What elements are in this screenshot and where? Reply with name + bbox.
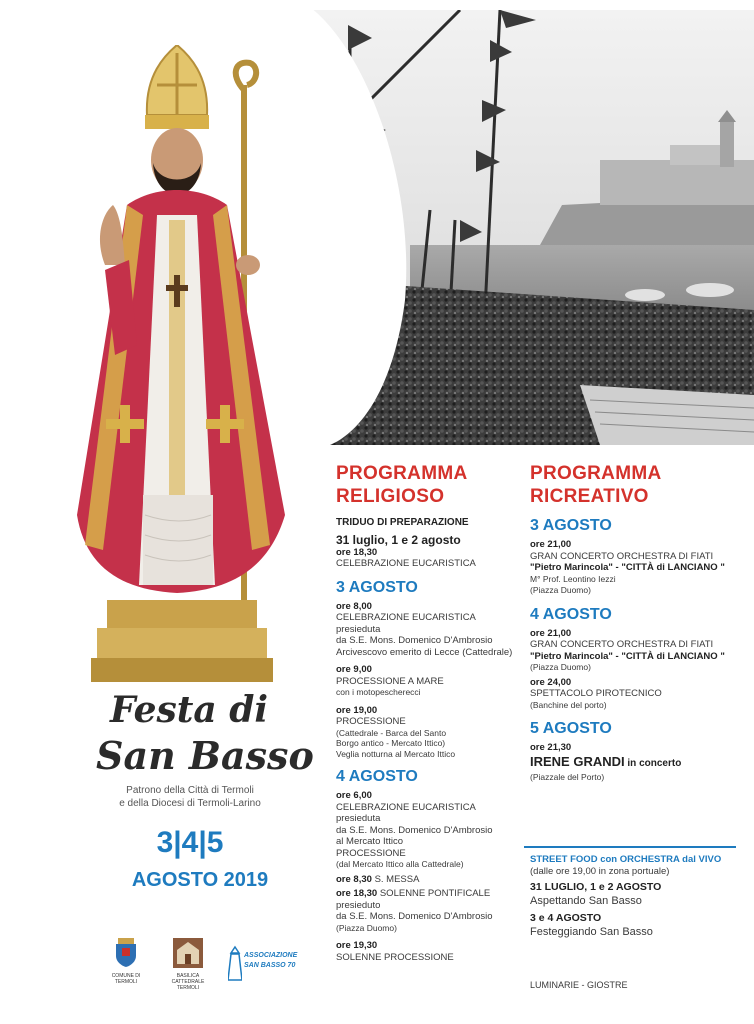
- triduo-dates: 31 luglio, 1 e 2 agosto: [336, 532, 461, 547]
- religioso-4-agosto-date: 4 AGOSTO: [336, 768, 418, 785]
- ricreativo-5-agosto-date: 5 AGOSTO: [530, 720, 612, 737]
- r3-e1-l3: da S.E. Mons. Domenico D'Ambrosio: [336, 635, 493, 646]
- associazione-label-2: SAN BASSO 70: [244, 962, 296, 969]
- r4-e1-l1: CELEBRAZIONE EUCARISTICA: [336, 801, 476, 813]
- associazione-saint-icon: [228, 945, 242, 981]
- r3-e3-l1: PROCESSIONE: [336, 716, 406, 727]
- triduo-label: TRIDUO DI PREPARAZIONE: [336, 517, 469, 528]
- r3-e1-l1: CELEBRAZIONE EUCARISTICA: [336, 612, 476, 623]
- r4-e3-l3: da S.E. Mons. Domenico D'Ambrosio: [336, 911, 493, 922]
- r4-time-3: ore 18,30: [336, 888, 378, 899]
- c5-artist-suffix: in concerto: [624, 757, 682, 769]
- r4-e1-l3: da S.E. Mons. Domenico D'Ambrosio: [336, 824, 493, 836]
- street-food-d2: 3 e 4 AGOSTO: [530, 912, 602, 924]
- ricreativo-4-agosto-date: 4 AGOSTO: [530, 605, 612, 623]
- saint-basso-statue: [65, 45, 325, 685]
- r3-e1-l4: Arcivescovo emerito di Lecce (Cattedrale): [336, 646, 513, 658]
- street-food-d1: 31 LUGLIO, 1 e 2 AGOSTO: [530, 881, 662, 893]
- r4-e3-l1: SOLENNE PONTIFICALE: [379, 888, 491, 899]
- c4-l3: (Piazza Duomo): [530, 662, 591, 672]
- r3-time-2: ore 9,00: [336, 664, 372, 675]
- triduo-time: ore 18,30: [336, 546, 378, 558]
- c3-l2: "Pietro Marincola" - "CITTÀ di LANCIANO ": [530, 562, 725, 573]
- ricreativo-heading-2: RICREATIVO: [530, 486, 649, 507]
- r4-e1-l6: (dal Mercato Ittico alla Cattedrale): [336, 859, 464, 869]
- subtitle-line-2: e della Diocesi di Termoli-Larino: [119, 798, 261, 809]
- r4-e1-l5: PROCESSIONE: [336, 847, 406, 859]
- religioso-3-agosto-date: 3 AGOSTO: [336, 578, 418, 596]
- programma-ricreativo: [530, 462, 752, 783]
- logo-basilica: [160, 938, 216, 991]
- r4-e2: S. MESSA: [374, 873, 420, 885]
- street-food-d1-name: Aspettando San Basso: [530, 895, 642, 907]
- programma-religioso: [336, 462, 516, 963]
- c4-l4: SPETTACOLO PIROTECNICO: [530, 688, 662, 699]
- logo-associazione: [228, 945, 298, 981]
- c4-l5: (Banchine del porto): [530, 699, 607, 710]
- luminarie-giostre: LUMINARIE - GIOSTRE: [530, 980, 628, 990]
- c3-l4: (Piazza Duomo): [530, 585, 591, 595]
- c4-l2: "Pietro Marincola" - "CITTÀ di LANCIANO ": [530, 650, 725, 662]
- ricreativo-heading-1: PROGRAMMA: [530, 463, 662, 484]
- r4-e3-l2: presieduto: [336, 899, 381, 911]
- comune-label-2: TERMOLI: [114, 979, 138, 985]
- religioso-heading-1: PROGRAMMA: [336, 463, 468, 484]
- logo-comune-termoli: [108, 938, 144, 985]
- comune-label-1: COMUNE DI: [111, 973, 141, 979]
- c3-l3: M° Prof. Leontino Iezzi: [530, 573, 616, 584]
- c3-time: ore 21,00: [530, 539, 572, 550]
- comune-crest-icon: [114, 938, 138, 968]
- r4-e4: SOLENNE PROCESSIONE: [336, 951, 454, 963]
- basilica-label-2: TERMOLI: [176, 985, 200, 991]
- r3-time-3: ore 19,00: [336, 704, 378, 716]
- r4-e1-l4: al Mercato Ittico: [336, 836, 404, 847]
- r4-e1-l2: presieduta: [336, 813, 381, 824]
- r4-row-3: [336, 888, 516, 900]
- festival-days: 3|4|5: [156, 826, 224, 859]
- r3-time-1: ore 8,00: [336, 600, 372, 612]
- r4-row-2: [336, 874, 516, 886]
- c3-l1: GRAN CONCERTO ORCHESTRA DI FIATI: [530, 550, 714, 562]
- r3-e2-l2: con i motopescherecci: [336, 687, 421, 697]
- r3-e3-l2: (Cattedrale - Barca del Santo: [336, 727, 447, 738]
- c5-artist-line: [530, 754, 752, 772]
- street-food-box: [524, 846, 736, 939]
- subtitle-patron: [110, 784, 270, 810]
- title-line-2: San Basso: [96, 733, 314, 778]
- r3-e3-l3: Borgo antico - Mercato Ittico): [336, 738, 446, 748]
- ricreativo-3-agosto-date: 3 AGOSTO: [530, 517, 612, 534]
- basilica-icon: [173, 938, 203, 968]
- r4-time-4: ore 19,30: [336, 940, 378, 951]
- street-food-note: (dalle ore 19,00 in zona portuale): [530, 865, 670, 877]
- c4-l1: GRAN CONCERTO ORCHESTRA DI FIATI: [530, 639, 714, 650]
- r3-e2-l1: PROCESSIONE A MARE: [336, 675, 444, 687]
- religioso-heading-2: RELIGIOSO: [336, 486, 445, 507]
- r3-e1-l2: presieduta: [336, 623, 381, 635]
- triduo-event: CELEBRAZIONE EUCARISTICA: [336, 558, 476, 569]
- r4-e3-l4: (Piazza Duomo): [336, 922, 397, 933]
- basilica-label-1: BASILICA CATTEDRALE: [171, 973, 205, 985]
- r3-e3-l4: Veglia notturna al Mercato Ittico: [336, 748, 456, 759]
- subtitle-line-1: Patrono della Città di Termoli: [126, 785, 254, 796]
- street-food-title: STREET FOOD con ORCHESTRA dal VIVO: [530, 854, 722, 865]
- title-line-1: Festa di: [110, 689, 269, 731]
- c4-time-2: ore 24,00: [530, 676, 572, 688]
- c5-artist: IRENE GRANDI: [530, 753, 625, 769]
- r4-time-2: ore 8,30: [336, 873, 372, 885]
- r4-time-1: ore 6,00: [336, 790, 372, 801]
- street-food-d2-name: Festeggiando San Basso: [530, 926, 653, 938]
- c5-time: ore 21,30: [530, 742, 572, 753]
- associazione-label-1: ASSOCIAZIONE: [244, 952, 298, 959]
- festival-month-year: AGOSTO 2019: [131, 869, 269, 891]
- c4-time-1: ore 21,00: [530, 627, 572, 639]
- c5-place: (Piazzale del Porto): [530, 771, 605, 782]
